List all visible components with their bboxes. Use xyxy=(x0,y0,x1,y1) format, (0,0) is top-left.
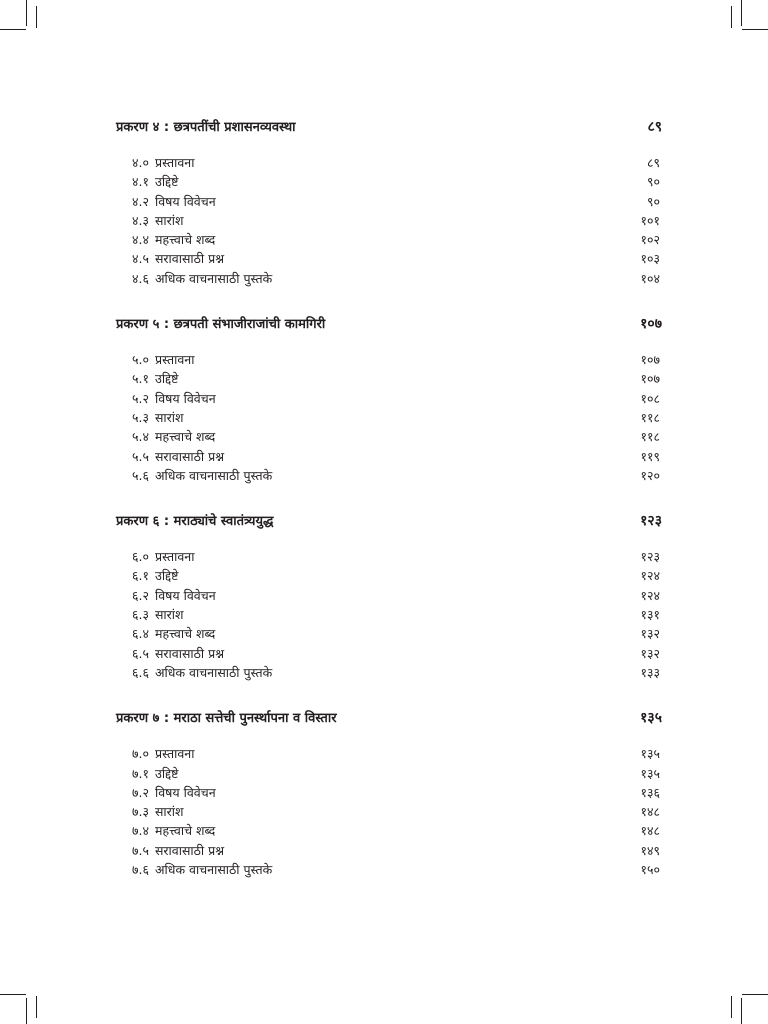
entry-label xyxy=(132,567,178,584)
crop-mark xyxy=(741,998,742,1024)
entry-page-number: १०२ xyxy=(640,232,660,248)
table-of-contents xyxy=(116,117,662,905)
entry-list xyxy=(116,154,662,289)
entry-number: ६.२ xyxy=(132,587,149,603)
entry-number: ५.४ xyxy=(132,429,149,445)
chapter-section xyxy=(116,708,662,880)
entry-number: ४.६ xyxy=(132,270,149,286)
entry-title: विषय विवेचन xyxy=(154,784,216,800)
entry-page-number: १२४ xyxy=(640,568,660,584)
entry-number: ४.४ xyxy=(132,232,149,248)
chapter-heading[interactable] xyxy=(116,511,662,539)
entry-title: महत्त्वाचे शब्द xyxy=(154,232,216,248)
entry-number: ७.५ xyxy=(132,842,149,858)
toc-entry[interactable] xyxy=(116,822,662,841)
toc-entry[interactable] xyxy=(116,606,662,625)
crop-mark xyxy=(731,996,732,1018)
entry-title: प्रस्तावना xyxy=(154,352,195,368)
toc-entry[interactable] xyxy=(116,467,662,486)
entry-title: सारांश xyxy=(154,804,184,820)
toc-entry[interactable] xyxy=(116,664,662,683)
entry-title: सारांश xyxy=(154,212,184,228)
entry-title: सारांश xyxy=(154,607,184,623)
entry-page-number: १०३ xyxy=(640,251,660,267)
chapter-heading[interactable] xyxy=(116,314,662,342)
entry-label xyxy=(132,606,184,623)
entry-page-number: ११९ xyxy=(640,448,660,464)
toc-entry[interactable] xyxy=(116,645,662,664)
entry-list xyxy=(116,745,662,880)
entry-label xyxy=(132,765,178,782)
entry-label xyxy=(132,448,224,465)
entry-number: ७.४ xyxy=(132,823,149,839)
toc-entry[interactable] xyxy=(116,803,662,822)
entry-page-number: ११८ xyxy=(640,409,660,425)
toc-entry[interactable] xyxy=(116,409,662,428)
toc-entry[interactable] xyxy=(116,861,662,880)
toc-entry[interactable] xyxy=(116,842,662,861)
entry-label xyxy=(132,664,272,681)
entry-title: विषय विवेचन xyxy=(154,193,216,209)
entry-title: प्रस्तावना xyxy=(154,549,195,565)
entry-title: उद्दिष्टे xyxy=(154,174,179,190)
entry-list xyxy=(116,351,662,486)
entry-label xyxy=(132,822,215,839)
entry-page-number: १४९ xyxy=(640,842,660,858)
entry-page-number: १३१ xyxy=(640,607,660,623)
entry-label xyxy=(132,173,178,190)
entry-label xyxy=(132,409,184,426)
entry-page-number: १२३ xyxy=(640,549,660,565)
entry-page-number: ९० xyxy=(646,193,660,209)
toc-entry[interactable] xyxy=(116,250,662,269)
crop-mark xyxy=(741,0,742,26)
entry-label xyxy=(132,645,224,662)
crop-mark xyxy=(731,6,732,28)
entry-number: ७.० xyxy=(132,746,149,762)
entry-number: ५.२ xyxy=(132,390,149,406)
entry-label xyxy=(132,250,224,267)
entry-number: ४.३ xyxy=(132,212,149,228)
chapter-section xyxy=(116,511,662,683)
entry-label xyxy=(132,467,272,484)
crop-mark xyxy=(26,998,27,1024)
toc-entry[interactable] xyxy=(116,193,662,212)
toc-entry[interactable] xyxy=(116,270,662,289)
entry-page-number: १२० xyxy=(640,467,660,483)
chapter-page-number: ८९ xyxy=(647,119,662,135)
entry-number: ४.२ xyxy=(132,193,149,209)
chapter-page-number: १२३ xyxy=(640,513,662,530)
entry-number: ४.१ xyxy=(132,174,149,190)
entry-title: अधिक वाचनासाठी पुस्तके xyxy=(154,467,273,483)
entry-number: ६.४ xyxy=(132,626,149,642)
entry-page-number: १०७ xyxy=(640,352,660,368)
entry-title: प्रस्तावना xyxy=(154,155,195,170)
entry-label xyxy=(132,154,194,171)
crop-mark xyxy=(742,994,768,995)
entry-label xyxy=(132,784,216,801)
toc-entry[interactable] xyxy=(116,567,662,586)
crop-mark xyxy=(742,29,768,30)
entry-label xyxy=(132,861,272,878)
entry-label xyxy=(132,803,184,820)
entry-label xyxy=(132,587,216,604)
entry-title: प्रस्तावना xyxy=(154,746,195,762)
entry-number: ५.६ xyxy=(132,467,149,483)
toc-entry[interactable] xyxy=(116,548,662,567)
toc-entry[interactable] xyxy=(116,370,662,389)
chapter-page-number: १०७ xyxy=(640,316,662,333)
chapter-heading[interactable] xyxy=(116,117,662,145)
entry-number: ५.० xyxy=(132,352,149,368)
entry-label xyxy=(132,270,272,287)
entry-title: उद्दिष्टे xyxy=(154,371,179,387)
entry-label xyxy=(132,428,215,445)
toc-entry[interactable] xyxy=(116,625,662,644)
toc-entry[interactable] xyxy=(116,765,662,784)
entry-page-number: १०८ xyxy=(640,390,660,406)
entry-page-number: १४८ xyxy=(640,823,660,839)
crop-mark xyxy=(36,6,37,28)
entry-list xyxy=(116,548,662,683)
entry-page-number: १३६ xyxy=(640,784,660,800)
toc-entry[interactable] xyxy=(116,212,662,231)
toc-entry[interactable] xyxy=(116,428,662,447)
chapter-page-number: १३५ xyxy=(640,710,662,727)
crop-mark xyxy=(0,994,26,995)
entry-page-number: १२४ xyxy=(640,587,660,603)
entry-page-number: ११८ xyxy=(640,429,660,445)
entry-title: अधिक वाचनासाठी पुस्तके xyxy=(154,270,273,286)
entry-title: उद्दिष्टे xyxy=(154,765,179,781)
entry-number: ५.५ xyxy=(132,448,149,464)
entry-title: सरावासाठी प्रश्न xyxy=(154,645,225,661)
entry-number: ६.३ xyxy=(132,607,149,623)
toc-entry[interactable] xyxy=(116,448,662,467)
entry-page-number: १४८ xyxy=(640,804,660,820)
entry-page-number: ९० xyxy=(646,174,660,190)
entry-title: सरावासाठी प्रश्न xyxy=(154,251,225,267)
entry-page-number: १३३ xyxy=(640,664,660,680)
entry-number: ५.३ xyxy=(132,409,149,425)
entry-number: ४.० xyxy=(132,155,149,170)
entry-label xyxy=(132,842,224,859)
toc-entry[interactable] xyxy=(116,351,662,370)
chapter-title: प्रकरण ६ : मराठ्यांचे स्वातंत्र्ययुद्ध xyxy=(116,514,274,530)
crop-mark xyxy=(0,29,26,30)
toc-entry[interactable] xyxy=(116,587,662,606)
entry-number: ७.६ xyxy=(132,862,149,878)
entry-page-number: १५० xyxy=(640,862,660,878)
entry-label xyxy=(132,212,184,229)
entry-label xyxy=(132,231,215,248)
entry-title: महत्त्वाचे शब्द xyxy=(154,823,216,839)
entry-number: ७.२ xyxy=(132,784,149,800)
entry-number: ७.१ xyxy=(132,765,149,781)
toc-entry[interactable] xyxy=(116,784,662,803)
chapter-heading[interactable] xyxy=(116,708,662,736)
entry-page-number: ८९ xyxy=(646,155,660,170)
crop-mark xyxy=(26,0,27,26)
entry-title: अधिक वाचनासाठी पुस्तके xyxy=(154,862,273,878)
entry-page-number: १०७ xyxy=(640,371,660,387)
toc-entry[interactable] xyxy=(116,745,662,764)
entry-number: ७.३ xyxy=(132,804,149,820)
toc-entry[interactable] xyxy=(116,173,662,192)
entry-title: महत्त्वाचे शब्द xyxy=(154,626,216,642)
entry-title: सरावासाठी प्रश्न xyxy=(154,448,225,464)
entry-number: ६.१ xyxy=(132,568,149,584)
entry-page-number: १३२ xyxy=(640,626,660,642)
entry-title: सारांश xyxy=(154,409,184,425)
entry-title: विषय विवेचन xyxy=(154,390,216,406)
chapter-title: प्रकरण ५ : छत्रपती संभाजीराजांची कामगिरी xyxy=(116,317,326,333)
entry-label xyxy=(132,548,194,565)
entry-title: महत्त्वाचे शब्द xyxy=(154,429,216,445)
entry-label xyxy=(132,351,194,368)
entry-label xyxy=(132,745,194,762)
chapter-title: प्रकरण ४ : छत्रपतींची प्रशासनव्यवस्था xyxy=(116,120,296,135)
entry-page-number: १३५ xyxy=(640,746,660,762)
chapter-title: प्रकरण ७ : मराठा सत्तेची पुनर्स्थापना व विस्तार xyxy=(116,711,337,727)
entry-label xyxy=(132,625,215,642)
chapter-section xyxy=(116,117,662,289)
crop-mark xyxy=(36,996,37,1018)
entry-label xyxy=(132,370,178,387)
entry-number: ६.५ xyxy=(132,645,149,661)
entry-number: ६.६ xyxy=(132,664,149,680)
entry-title: अधिक वाचनासाठी पुस्तके xyxy=(154,664,273,680)
entry-page-number: १०१ xyxy=(640,212,660,228)
entry-label xyxy=(132,390,216,407)
entry-title: सरावासाठी प्रश्न xyxy=(154,842,225,858)
entry-page-number: १३५ xyxy=(640,765,660,781)
toc-entry[interactable] xyxy=(116,390,662,409)
entry-number: ६.० xyxy=(132,549,149,565)
toc-entry[interactable] xyxy=(116,231,662,250)
toc-entry[interactable] xyxy=(116,154,662,173)
entry-title: उद्दिष्टे xyxy=(154,568,179,584)
entry-label xyxy=(132,193,216,210)
entry-number: ४.५ xyxy=(132,251,149,267)
entry-page-number: १३२ xyxy=(640,645,660,661)
entry-page-number: १०४ xyxy=(640,270,660,286)
entry-number: ५.१ xyxy=(132,371,149,387)
entry-title: विषय विवेचन xyxy=(154,587,216,603)
chapter-section xyxy=(116,314,662,486)
